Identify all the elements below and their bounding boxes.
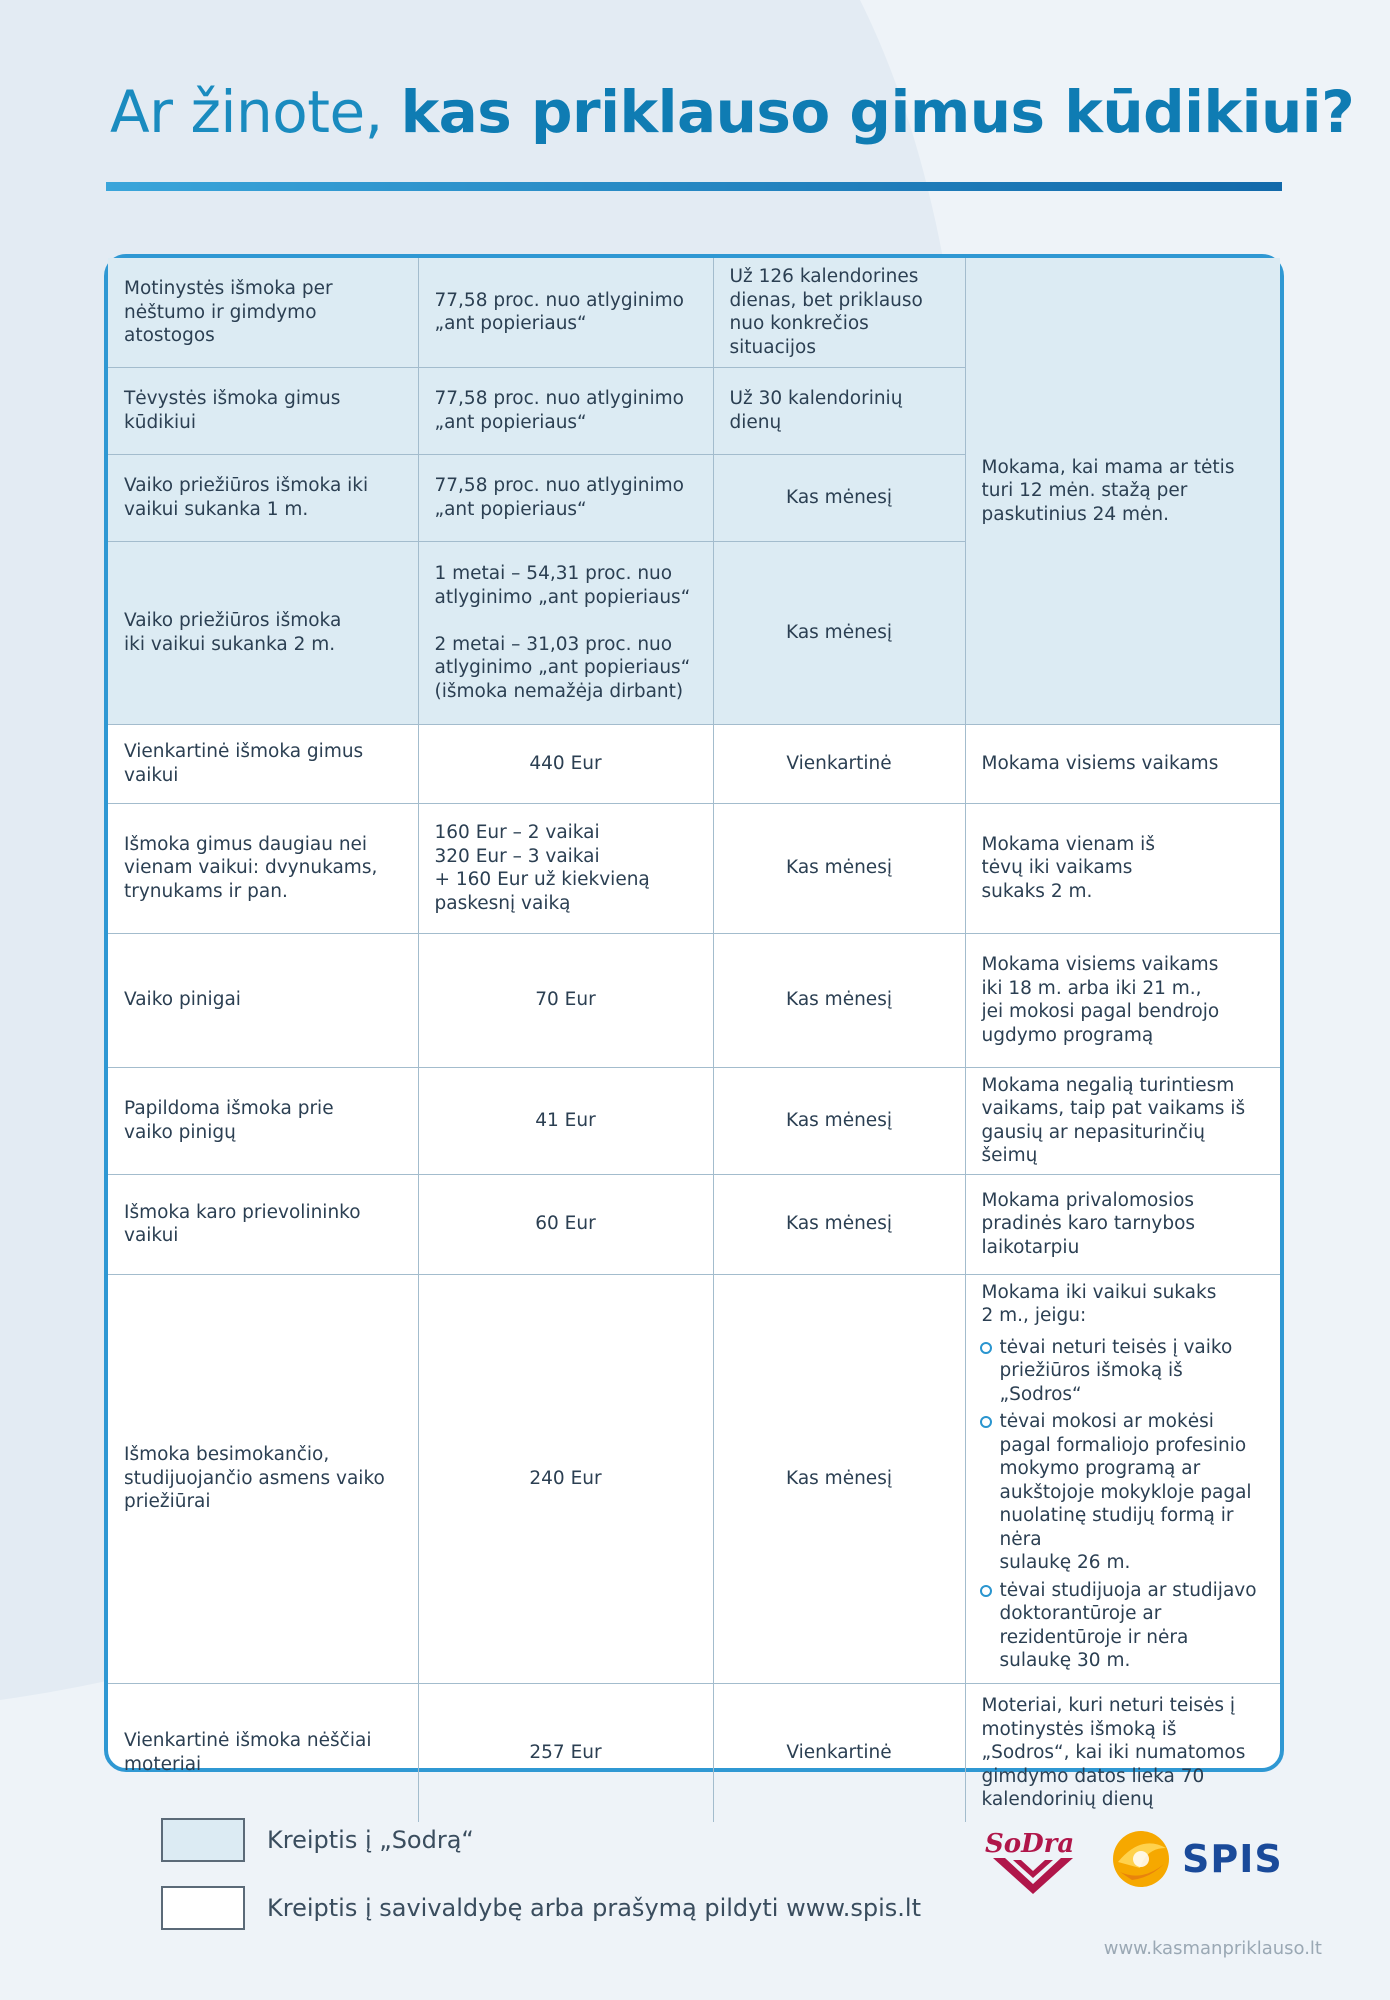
- benefit-period: Kas mėnesį: [713, 1067, 965, 1174]
- footer-url[interactable]: www.kasmanpriklauso.lt: [1103, 1938, 1322, 1959]
- table-row: [108, 1174, 1280, 1274]
- benefit-note: Mokama visiems vaikams iki 18 m. arba iki 21 m., jei mokosi pagal bendrojo ugdymo programą: [965, 933, 1280, 1067]
- condition-text: tėvai neturi teisės į vaiko priežiūros išmoką iš „Sodros“: [999, 1336, 1233, 1405]
- benefit-note-cell: [965, 1274, 1280, 1683]
- benefit-amount: 70 Eur: [418, 933, 713, 1067]
- benefit-amount: 60 Eur: [418, 1174, 713, 1274]
- benefit-name: Motinystės išmoka per nėštumo ir gimdymo atostogos: [108, 258, 418, 367]
- legend-municipality: [161, 1886, 921, 1930]
- table-row: [108, 258, 1280, 367]
- benefit-name: Tėvystės išmoka gimus kūdikiui: [108, 367, 418, 454]
- benefit-amount: 160 Eur – 2 vaikai 320 Eur – 3 vaikai + 160 Eur už kiekvieną paskesnį vaiką: [418, 803, 713, 933]
- benefits-table: [104, 254, 1284, 1810]
- legend-label-sodra: Kreiptis į „Sodrą“: [267, 1826, 474, 1854]
- benefit-name: Išmoka besimokančio, studijuojančio asmens vaiko priežiūrai: [108, 1274, 418, 1683]
- benefit-amount: 440 Eur: [418, 724, 713, 803]
- benefit-period: Už 126 kalendorines dienas, bet priklauso nuo konkrečios situacijos: [713, 258, 965, 367]
- benefit-period: Kas mėnesį: [713, 933, 965, 1067]
- table-row: [108, 1274, 1280, 1683]
- list-item: [982, 1579, 1265, 1673]
- legend-label-municipality: Kreiptis į savivaldybę arba prašymą pildyti www.spis.lt: [267, 1894, 921, 1922]
- benefit-period: Kas mėnesį: [713, 803, 965, 933]
- table-row: [108, 933, 1280, 1067]
- table-row: [108, 1067, 1280, 1174]
- benefit-period: Kas mėnesį: [713, 541, 965, 724]
- benefit-period: Vienkartinė: [713, 724, 965, 803]
- benefit-name: Vienkartinė išmoka gimus vaikui: [108, 724, 418, 803]
- benefit-name: Papildoma išmoka prie vaiko pinigų: [108, 1067, 418, 1174]
- benefit-note: Mokama vienam iš tėvų iki vaikams sukaks 2 m.: [965, 803, 1280, 933]
- sodra-logo: [983, 1828, 1083, 1898]
- benefits-table-grid: [108, 258, 1280, 1822]
- benefit-note: Mokama iki vaikui sukaks 2 m., jeigu:: [981, 1281, 1217, 1326]
- benefit-name: Vienkartinė išmoka nėščiai moteriai: [108, 1683, 418, 1822]
- table-row: [108, 1683, 1280, 1822]
- bullet-circle-icon: [980, 1416, 992, 1428]
- sodra-logo-text: SoDra: [985, 1829, 1075, 1859]
- benefit-note: Mokama visiems vaikams: [965, 724, 1280, 803]
- legend-swatch-sodra: [161, 1818, 245, 1862]
- benefit-amount: 1 metai – 54,31 proc. nuo atlyginimo „ant popieriaus“ 2 metai – 31,03 proc. nuo atlyginimo „ant popieriaus“ (išmoka nemažėja dirbant): [418, 541, 713, 724]
- title-underline: [106, 182, 1282, 191]
- list-item: [982, 1336, 1265, 1407]
- benefit-amount: 41 Eur: [418, 1067, 713, 1174]
- condition-list: [982, 1336, 1265, 1673]
- spis-sun-icon: [1110, 1828, 1172, 1890]
- benefit-amount: 77,58 proc. nuo atlyginimo „ant popieriaus“: [418, 367, 713, 454]
- title-bold: kas priklauso gimus kūdikiui?: [400, 78, 1355, 146]
- table-row: [108, 724, 1280, 803]
- spis-logo: [1110, 1828, 1283, 1890]
- title-regular: Ar žinote,: [110, 78, 401, 146]
- spis-logo-text: SPIS: [1182, 1837, 1283, 1881]
- list-item: [982, 1410, 1265, 1575]
- benefit-amount: 240 Eur: [418, 1274, 713, 1683]
- benefit-amount: 257 Eur: [418, 1683, 713, 1822]
- benefit-note: Moteriai, kuri neturi teisės į motinystės išmoką iš „Sodros“, kai iki numatomos gimdymo datos lieka 70 kalendorinių dienų: [965, 1683, 1280, 1822]
- benefit-name: Išmoka gimus daugiau nei vienam vaikui: dvynukams, trynukams ir pan.: [108, 803, 418, 933]
- benefit-name: Išmoka karo prievolininko vaikui: [108, 1174, 418, 1274]
- legend-swatch-municipality: [161, 1886, 245, 1930]
- page-title: [110, 72, 1354, 152]
- benefit-period: Vienkartinė: [713, 1683, 965, 1822]
- benefit-period: Kas mėnesį: [713, 1174, 965, 1274]
- benefit-note: Mokama privalomosios pradinės karo tarnybos laikotarpiu: [965, 1174, 1280, 1274]
- benefit-note: Mokama negalią turintiesm vaikams, taip pat vaikams iš gausių ar nepasiturinčių šeimų: [965, 1067, 1280, 1174]
- bullet-circle-icon: [980, 1585, 992, 1597]
- table-row: [108, 803, 1280, 933]
- benefit-name: Vaiko priežiūros išmoka iki vaikui sukanka 2 m.: [108, 541, 418, 724]
- condition-text: tėvai mokosi ar mokėsi pagal formaliojo profesinio mokymo programą ar aukštojoje mokykloje pagal nuolatinę studijų formą ir nėra sulaukę 26 m.: [999, 1411, 1252, 1573]
- benefit-amount: 77,58 proc. nuo atlyginimo „ant popieriaus“: [418, 454, 713, 541]
- benefit-amount: 77,58 proc. nuo atlyginimo „ant popieriaus“: [418, 258, 713, 367]
- benefit-name: Vaiko priežiūros išmoka iki vaikui sukanka 1 m.: [108, 454, 418, 541]
- benefit-name: Vaiko pinigai: [108, 933, 418, 1067]
- benefit-period: Kas mėnesį: [713, 1274, 965, 1683]
- legend-sodra: [161, 1818, 474, 1862]
- condition-text: tėvai studijuoja ar studijavo doktorantūroje ar rezidentūroje ir nėra sulaukę 30 m.: [999, 1579, 1257, 1671]
- benefit-period: Kas mėnesį: [713, 454, 965, 541]
- sodra-condition-note: Mokama, kai mama ar tėtis turi 12 mėn. stažą per paskutinius 24 mėn.: [965, 258, 1280, 724]
- bullet-circle-icon: [980, 1342, 992, 1354]
- benefit-period: Už 30 kalendorinių dienų: [713, 367, 965, 454]
